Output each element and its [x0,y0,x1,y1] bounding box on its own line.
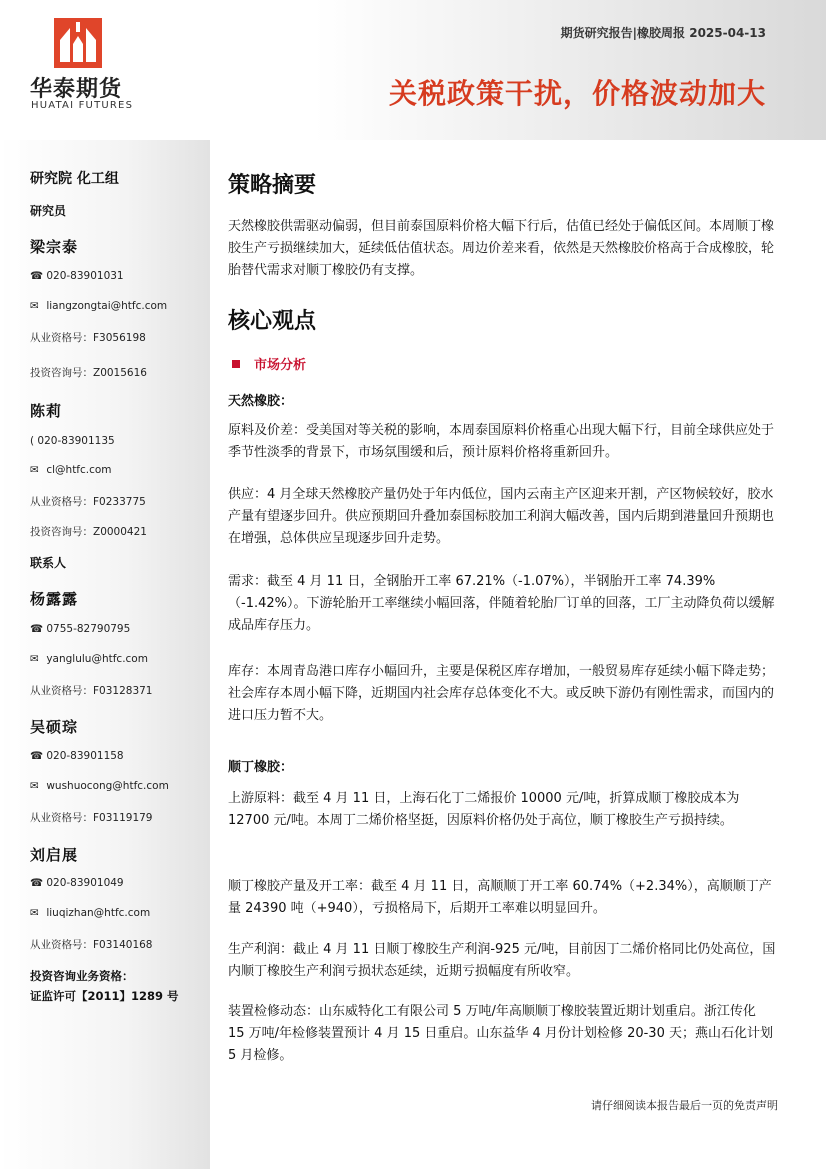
report-meta: 期货研究报告|橡胶周报 2025-04-13 [560,26,766,40]
disclaimer-footer: 请仔细阅读本报告最后一页的免责声明 [591,1099,778,1112]
nr-paragraph: 原料及价差：受美国对等关税的影响，本周泰国原料价格重心出现大幅下行，目前全球供应处于季节性淡季的背景下，市场氛围缓和后，预计原料价格将重新回升。 [228,423,775,460]
nr-paragraph: 需求：截至 4 月 11 日，全钢胎开工率 67.21%（-1.07%），半钢胎开工率 74.39%（-1.42%）。下游轮胎开工率继续小幅回落，伴随着轮胎厂订单的回落，工厂主动降负荷以缓解成品库存压力。 [228,574,775,633]
contact-email: ✉ wushuocong@htfc.com [30,780,169,792]
logo-text-cn: 华泰期货 [30,77,123,102]
br-paragraph: 顺丁橡胶产量及开工率：截至 4 月 11 日，高顺顺丁开工率 60.74%（+2.34%），高顺顺丁产量 24390 吨（+940），亏损格局下，后期开工率难以明显回升。 [228,879,772,916]
phone-icon: ☎ [30,270,44,282]
researcher-license: 从业资格号：F0233775 [30,496,146,508]
logo-text-en: HUATAI FUTURES [31,100,134,111]
br-paragraph: 装置检修动态：山东威特化工有限公司 5 万吨/年高顺顺丁橡胶装置近期计划重启。浙江传化 15 万吨/年检修装置预计 4 月 15 日重启。山东益华 4 月份计划检修 20-30 天；燕山石化计划 5 月检修。 [228,1004,773,1063]
market-analysis-tag: 市场分析 [232,354,306,373]
phone-icon: ☎ [30,750,44,762]
researcher-email: ✉ liangzongtai@htfc.com [30,300,168,312]
contact-name: 吴硕琮 [30,718,79,736]
researcher-phone: ☎ 020-83901031 [30,270,124,282]
mail-icon: ✉ [30,653,39,665]
researcher-advisor-no: 投资咨询号：Z0000421 [30,526,147,538]
br-paragraph: 生产利润：截止 4 月 11 日顺丁橡胶生产利润-925 元/吨，目前因丁二烯价格同比仍处高位，国内顺丁橡胶生产利润亏损状态延续，近期亏损幅度有所收窄。 [228,942,776,979]
summary-heading: 策略摘要 [228,173,317,198]
mail-icon: ✉ [30,780,39,792]
contacts-label: 联系人 [30,556,67,570]
core-views-heading: 核心观点 [228,309,317,334]
huatai-logo-icon [54,18,102,68]
contact-license: 从业资格号：F03128371 [30,685,153,697]
phone-icon: ☎ [30,877,44,889]
mail-icon: ✉ [30,464,39,476]
report-header [0,0,826,140]
mail-icon: ✉ [30,907,39,919]
certification-label: 投资咨询业务资格： [30,969,134,983]
researcher-phone: ( 020-83901135 [30,435,115,447]
certification-license: 证监许可【2011】1289 号 [30,989,179,1003]
researchers-label: 研究员 [30,204,67,218]
contact-name: 杨露露 [30,590,79,608]
contact-license: 从业资格号：F03140168 [30,939,153,951]
br-paragraph: 上游原料：截至 4 月 11 日，上海石化丁二烯报价 10000 元/吨，折算成顺丁橡胶成本为 12700 元/吨。本周丁二烯价格坚挺，因原料价格仍处于高位，顺丁橡胶生产亏损持续。 [228,791,740,828]
nr-paragraph: 供应：4 月全球天然橡胶产量仍处于年内低位，国内云南主产区迎来开割，产区物候较好，胶水产量有望逐步回升。供应预期回升叠加泰国标胶加工利润大幅改善，国内后期到港量回升预期也在增强，总体供应呈现逐步回升走势。 [228,487,775,546]
mail-icon: ✉ [30,300,39,312]
researcher-name: 陈莉 [30,402,63,420]
natural-rubber-label: 天然橡胶： [228,394,294,409]
nr-paragraph: 库存：本周青岛港口库存小幅回升，主要是保税区库存增加，一般贸易库存延续小幅下降走势；社会库存本周小幅下降，近期国内社会库存总体变化不大。或反映下游仍有刚性需求，而国内的进口压力暂不大。 [228,664,775,723]
contact-phone: ☎ 020-83901158 [30,750,124,762]
contact-phone: ☎ 0755-82790795 [30,623,131,635]
department: 研究院 化工组 [30,171,119,187]
contact-email: ✉ yanglulu@htfc.com [30,653,148,665]
report-title: 关税政策干扰，价格波动加大 [388,77,766,110]
contact-name: 刘启展 [30,846,79,864]
summary-paragraph: 天然橡胶供需驱动偏弱，但目前泰国原料价格大幅下行后，估值已经处于偏低区间。本周顺丁橡胶生产亏损继续加大，延续低估值状态。周边价差来看，依然是天然橡胶价格高于合成橡胶，轮胎替代需求对顺丁橡胶仍有支撑。 [228,219,775,278]
researcher-name: 梁宗泰 [30,238,79,256]
researcher-license: 从业资格号：F3056198 [30,332,146,344]
author-sidebar [0,140,210,1169]
contact-phone: ☎ 020-83901049 [30,877,124,889]
contact-license: 从业资格号：F03119179 [30,812,153,824]
butadiene-rubber-label: 顺丁橡胶： [228,760,294,775]
contact-email: ✉ liuqizhan@htfc.com [30,907,151,919]
square-bullet-icon [232,360,240,368]
phone-icon: ☎ [30,623,44,635]
researcher-advisor-no: 投资咨询号：Z0015616 [30,367,147,379]
researcher-email: ✉ cl@htfc.com [30,464,112,476]
